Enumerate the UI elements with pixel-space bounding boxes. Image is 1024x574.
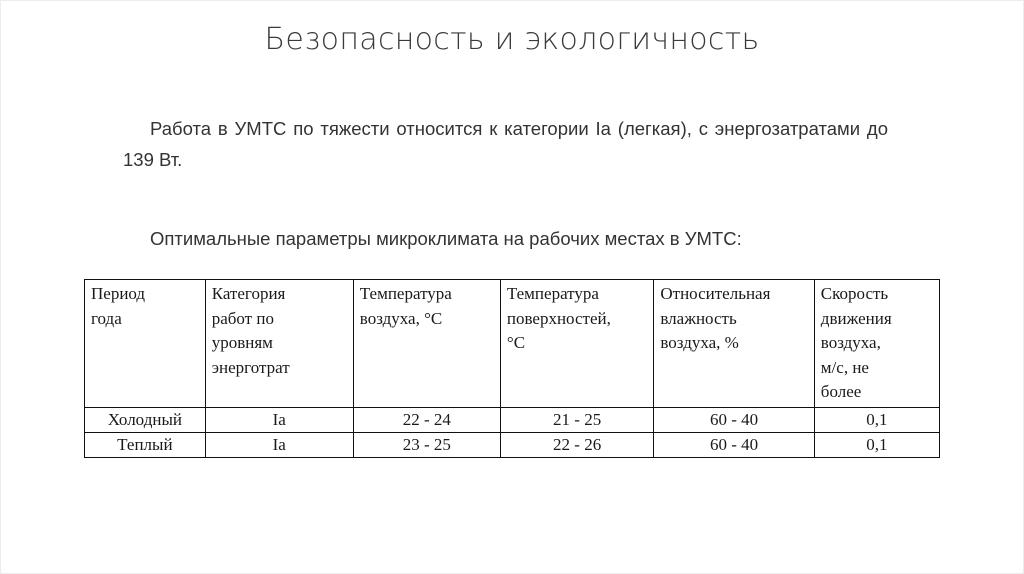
header-air-speed-label: Скорость движения воздуха, м/с, не более <box>820 284 892 401</box>
cell-humidity: 60 - 40 <box>654 432 814 457</box>
cell-surface-temperature: 22 - 26 <box>500 432 653 457</box>
header-period <box>85 280 206 408</box>
page-title: Безопасность и экологичность <box>264 22 760 57</box>
header-period-label: Период года <box>91 284 146 328</box>
cell-air-speed: 0,1 <box>814 407 939 432</box>
cell-category: Iа <box>205 407 353 432</box>
header-air-temperature <box>353 280 500 408</box>
header-category-label: Категория работ по уровням энерготрат <box>211 284 290 377</box>
intro-paragraph <box>123 113 888 175</box>
cell-category: Iа <box>205 432 353 457</box>
header-surface-temperature-label: Температура поверхностей, °С <box>506 284 611 352</box>
cell-period: Теплый <box>85 432 206 457</box>
header-humidity-label: Относительная влажность воздуха, % <box>660 284 771 352</box>
cell-air-speed: 0,1 <box>814 432 939 457</box>
intro-paragraph-text: Работа в УМТС по тяжести относится к категории Iа (легкая), с энергозатратами до 139 Вт. <box>123 118 888 170</box>
table-row <box>85 432 940 457</box>
microclimate-table <box>84 279 940 458</box>
cell-surface-temperature: 21 - 25 <box>500 407 653 432</box>
header-humidity <box>654 280 814 408</box>
header-air-speed <box>814 280 939 408</box>
header-category <box>205 280 353 408</box>
cell-air-temperature: 23 - 25 <box>353 432 500 457</box>
cell-air-temperature: 22 - 24 <box>353 407 500 432</box>
cell-humidity: 60 - 40 <box>654 407 814 432</box>
header-surface-temperature <box>500 280 653 408</box>
table-header-row <box>85 280 940 408</box>
header-air-temperature-label: Температура воздуха, °С <box>359 284 452 328</box>
table-row <box>85 407 940 432</box>
cell-period: Холодный <box>85 407 206 432</box>
table-caption: Оптимальные параметры микроклимата на рабочих местах в УМТС: <box>150 228 742 249</box>
